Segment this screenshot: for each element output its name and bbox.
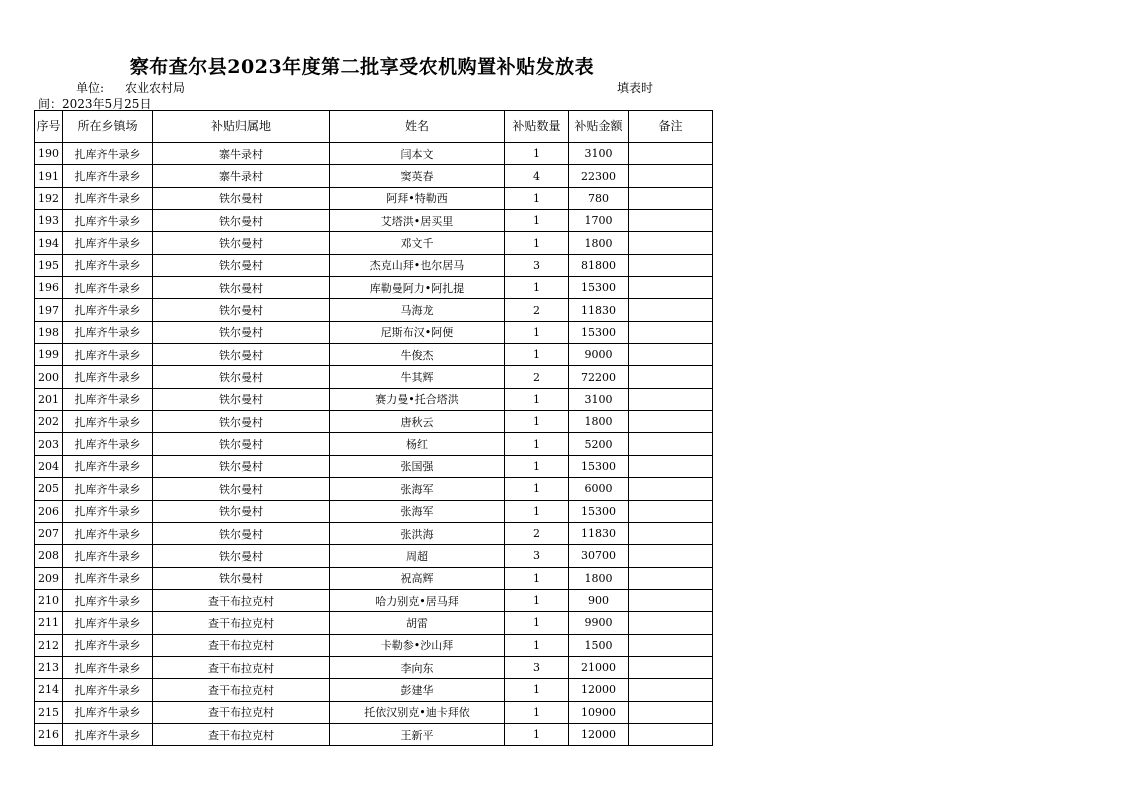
cell-amount: 21000 — [569, 656, 629, 678]
cell-remarks — [629, 433, 713, 455]
cell-township: 扎库齐牛录乡 — [63, 254, 153, 276]
cell-index: 206 — [35, 500, 63, 522]
cell-name: 窦英春 — [330, 165, 505, 187]
cell-township: 扎库齐牛录乡 — [63, 411, 153, 433]
cell-quantity: 1 — [505, 321, 569, 343]
table-row — [35, 299, 713, 321]
table-row — [35, 701, 713, 723]
cell-name: 尼斯布汉•阿便 — [330, 321, 505, 343]
cell-remarks — [629, 500, 713, 522]
table-row — [35, 567, 713, 589]
cell-quantity: 1 — [505, 701, 569, 723]
cell-village: 铁尔曼村 — [153, 388, 330, 410]
cell-township: 扎库齐牛录乡 — [63, 500, 153, 522]
cell-township: 扎库齐牛录乡 — [63, 388, 153, 410]
cell-index: 213 — [35, 656, 63, 678]
cell-amount: 22300 — [569, 165, 629, 187]
table-row — [35, 634, 713, 656]
cell-amount: 12000 — [569, 723, 629, 745]
cell-remarks — [629, 366, 713, 388]
cell-township: 扎库齐牛录乡 — [63, 187, 153, 209]
cell-name: 阿拜•特勒西 — [330, 187, 505, 209]
cell-amount: 11830 — [569, 299, 629, 321]
cell-township: 扎库齐牛录乡 — [63, 232, 153, 254]
cell-quantity: 1 — [505, 567, 569, 589]
cell-village: 铁尔曼村 — [153, 277, 330, 299]
cell-remarks — [629, 634, 713, 656]
cell-amount: 3100 — [569, 143, 629, 165]
cell-quantity: 2 — [505, 366, 569, 388]
cell-name: 张国强 — [330, 455, 505, 477]
cell-index: 209 — [35, 567, 63, 589]
header-name: 姓名 — [330, 111, 505, 143]
cell-name: 胡雷 — [330, 612, 505, 634]
cell-remarks — [629, 165, 713, 187]
cell-name: 张海军 — [330, 500, 505, 522]
table-row — [35, 165, 713, 187]
cell-name: 杨红 — [330, 433, 505, 455]
cell-amount: 15300 — [569, 321, 629, 343]
cell-remarks — [629, 277, 713, 299]
cell-amount: 10900 — [569, 701, 629, 723]
cell-name: 杰克山拜•也尔居马 — [330, 254, 505, 276]
table-row — [35, 478, 713, 500]
cell-amount: 11830 — [569, 522, 629, 544]
cell-quantity: 1 — [505, 210, 569, 232]
cell-township: 扎库齐牛录乡 — [63, 522, 153, 544]
table-header-row — [35, 111, 713, 143]
cell-remarks — [629, 679, 713, 701]
cell-name: 祝高辉 — [330, 567, 505, 589]
header-village: 补贴归属地 — [153, 111, 330, 143]
cell-township: 扎库齐牛录乡 — [63, 589, 153, 611]
cell-amount: 12000 — [569, 679, 629, 701]
cell-index: 190 — [35, 143, 63, 165]
cell-village: 铁尔曼村 — [153, 210, 330, 232]
cell-amount: 5200 — [569, 433, 629, 455]
cell-amount: 15300 — [569, 455, 629, 477]
cell-quantity: 1 — [505, 455, 569, 477]
cell-village: 铁尔曼村 — [153, 187, 330, 209]
cell-quantity: 3 — [505, 254, 569, 276]
table-row — [35, 500, 713, 522]
cell-index: 200 — [35, 366, 63, 388]
fill-time-label: 填表时 — [617, 81, 654, 95]
cell-amount: 1800 — [569, 232, 629, 254]
cell-index: 198 — [35, 321, 63, 343]
header-remarks: 备注 — [629, 111, 713, 143]
cell-village: 铁尔曼村 — [153, 366, 330, 388]
table-row — [35, 679, 713, 701]
cell-township: 扎库齐牛录乡 — [63, 723, 153, 745]
cell-remarks — [629, 656, 713, 678]
cell-village: 铁尔曼村 — [153, 254, 330, 276]
cell-amount: 3100 — [569, 388, 629, 410]
cell-amount: 6000 — [569, 478, 629, 500]
cell-village: 寨牛录村 — [153, 165, 330, 187]
table-row — [35, 656, 713, 678]
cell-name: 马海龙 — [330, 299, 505, 321]
cell-index: 214 — [35, 679, 63, 701]
table-row — [35, 411, 713, 433]
cell-remarks — [629, 567, 713, 589]
table-row — [35, 232, 713, 254]
cell-quantity: 1 — [505, 411, 569, 433]
cell-amount: 9000 — [569, 344, 629, 366]
cell-village: 查干布拉克村 — [153, 723, 330, 745]
cell-amount: 15300 — [569, 277, 629, 299]
cell-village: 铁尔曼村 — [153, 455, 330, 477]
table-body — [35, 143, 713, 746]
cell-index: 210 — [35, 589, 63, 611]
cell-quantity: 3 — [505, 545, 569, 567]
cell-amount: 30700 — [569, 545, 629, 567]
cell-township: 扎库齐牛录乡 — [63, 701, 153, 723]
cell-remarks — [629, 612, 713, 634]
cell-amount: 9900 — [569, 612, 629, 634]
cell-township: 扎库齐牛录乡 — [63, 612, 153, 634]
cell-quantity: 1 — [505, 679, 569, 701]
cell-index: 202 — [35, 411, 63, 433]
cell-village: 铁尔曼村 — [153, 411, 330, 433]
cell-index: 196 — [35, 277, 63, 299]
table-row — [35, 455, 713, 477]
table-row — [35, 612, 713, 634]
cell-village: 铁尔曼村 — [153, 478, 330, 500]
header-township: 所在乡镇场 — [63, 111, 153, 143]
cell-name: 闫本文 — [330, 143, 505, 165]
cell-village: 寨牛录村 — [153, 143, 330, 165]
cell-name: 邓文千 — [330, 232, 505, 254]
cell-township: 扎库齐牛录乡 — [63, 210, 153, 232]
cell-amount: 1700 — [569, 210, 629, 232]
cell-village: 查干布拉克村 — [153, 589, 330, 611]
cell-name: 李向东 — [330, 656, 505, 678]
table-row — [35, 254, 713, 276]
cell-index: 211 — [35, 612, 63, 634]
cell-remarks — [629, 344, 713, 366]
cell-name: 牛俊杰 — [330, 344, 505, 366]
cell-township: 扎库齐牛录乡 — [63, 478, 153, 500]
table-row — [35, 187, 713, 209]
cell-name: 艾塔洪•居买里 — [330, 210, 505, 232]
cell-name: 张洪海 — [330, 522, 505, 544]
table-row — [35, 545, 713, 567]
cell-quantity: 1 — [505, 143, 569, 165]
cell-village: 查干布拉克村 — [153, 701, 330, 723]
cell-township: 扎库齐牛录乡 — [63, 366, 153, 388]
cell-quantity: 1 — [505, 634, 569, 656]
cell-village: 查干布拉克村 — [153, 634, 330, 656]
cell-township: 扎库齐牛录乡 — [63, 455, 153, 477]
cell-village: 铁尔曼村 — [153, 433, 330, 455]
cell-name: 托依汉别克•迪卡拜依 — [330, 701, 505, 723]
cell-index: 195 — [35, 254, 63, 276]
cell-quantity: 1 — [505, 478, 569, 500]
cell-index: 204 — [35, 455, 63, 477]
cell-quantity: 3 — [505, 656, 569, 678]
cell-quantity: 1 — [505, 612, 569, 634]
cell-remarks — [629, 388, 713, 410]
cell-name: 周超 — [330, 545, 505, 567]
unit-label: 单位: — [76, 81, 105, 95]
cell-quantity: 1 — [505, 388, 569, 410]
cell-township: 扎库齐牛录乡 — [63, 321, 153, 343]
cell-remarks — [629, 589, 713, 611]
subsidy-table — [34, 110, 713, 746]
cell-village: 铁尔曼村 — [153, 500, 330, 522]
cell-village: 铁尔曼村 — [153, 344, 330, 366]
cell-remarks — [629, 143, 713, 165]
cell-index: 194 — [35, 232, 63, 254]
cell-quantity: 1 — [505, 433, 569, 455]
cell-remarks — [629, 723, 713, 745]
cell-amount: 15300 — [569, 500, 629, 522]
cell-village: 查干布拉克村 — [153, 656, 330, 678]
cell-index: 215 — [35, 701, 63, 723]
cell-remarks — [629, 411, 713, 433]
table-row — [35, 388, 713, 410]
cell-remarks — [629, 210, 713, 232]
cell-quantity: 2 — [505, 522, 569, 544]
cell-quantity: 1 — [505, 344, 569, 366]
cell-index: 216 — [35, 723, 63, 745]
cell-remarks — [629, 321, 713, 343]
table-row — [35, 522, 713, 544]
cell-quantity: 1 — [505, 500, 569, 522]
cell-township: 扎库齐牛录乡 — [63, 143, 153, 165]
cell-village: 铁尔曼村 — [153, 321, 330, 343]
cell-remarks — [629, 232, 713, 254]
cell-village: 铁尔曼村 — [153, 232, 330, 254]
cell-village: 铁尔曼村 — [153, 545, 330, 567]
cell-name: 哈力别克•居马拜 — [330, 589, 505, 611]
header-amount: 补贴金额 — [569, 111, 629, 143]
cell-index: 212 — [35, 634, 63, 656]
table-row — [35, 723, 713, 745]
cell-amount: 1500 — [569, 634, 629, 656]
table-row — [35, 277, 713, 299]
cell-village: 铁尔曼村 — [153, 522, 330, 544]
cell-name: 卡勒参•沙山拜 — [330, 634, 505, 656]
cell-township: 扎库齐牛录乡 — [63, 344, 153, 366]
cell-village: 查干布拉克村 — [153, 612, 330, 634]
cell-index: 201 — [35, 388, 63, 410]
cell-township: 扎库齐牛录乡 — [63, 679, 153, 701]
cell-township: 扎库齐牛录乡 — [63, 433, 153, 455]
cell-township: 扎库齐牛录乡 — [63, 277, 153, 299]
cell-amount: 780 — [569, 187, 629, 209]
table-row — [35, 210, 713, 232]
cell-amount: 1800 — [569, 567, 629, 589]
table-row — [35, 344, 713, 366]
cell-index: 191 — [35, 165, 63, 187]
header-quantity: 补贴数量 — [505, 111, 569, 143]
cell-quantity: 1 — [505, 277, 569, 299]
cell-index: 205 — [35, 478, 63, 500]
cell-village: 铁尔曼村 — [153, 299, 330, 321]
table-row — [35, 321, 713, 343]
cell-amount: 1800 — [569, 411, 629, 433]
cell-name: 赛力曼•托合塔洪 — [330, 388, 505, 410]
document-title: 察布查尔县2023年度第二批享受农机购置补贴发放表 — [129, 56, 595, 78]
table-row — [35, 366, 713, 388]
cell-village: 铁尔曼村 — [153, 567, 330, 589]
cell-remarks — [629, 522, 713, 544]
cell-index: 192 — [35, 187, 63, 209]
cell-index: 207 — [35, 522, 63, 544]
cell-township: 扎库齐牛录乡 — [63, 634, 153, 656]
cell-quantity: 1 — [505, 723, 569, 745]
table-row — [35, 433, 713, 455]
cell-remarks — [629, 701, 713, 723]
cell-name: 库勒曼阿力•阿扎提 — [330, 277, 505, 299]
cell-remarks — [629, 545, 713, 567]
cell-amount: 81800 — [569, 254, 629, 276]
cell-index: 193 — [35, 210, 63, 232]
cell-township: 扎库齐牛录乡 — [63, 545, 153, 567]
cell-quantity: 4 — [505, 165, 569, 187]
cell-amount: 900 — [569, 589, 629, 611]
cell-remarks — [629, 187, 713, 209]
table-row — [35, 143, 713, 165]
cell-amount: 72200 — [569, 366, 629, 388]
cell-quantity: 1 — [505, 589, 569, 611]
table-row — [35, 589, 713, 611]
cell-name: 王新平 — [330, 723, 505, 745]
cell-township: 扎库齐牛录乡 — [63, 299, 153, 321]
cell-index: 203 — [35, 433, 63, 455]
cell-quantity: 2 — [505, 299, 569, 321]
header-index: 序号 — [35, 111, 63, 143]
cell-remarks — [629, 455, 713, 477]
cell-name: 牛其辉 — [330, 366, 505, 388]
cell-name: 彭建华 — [330, 679, 505, 701]
cell-remarks — [629, 254, 713, 276]
cell-name: 唐秋云 — [330, 411, 505, 433]
cell-remarks — [629, 478, 713, 500]
cell-quantity: 1 — [505, 187, 569, 209]
cell-index: 197 — [35, 299, 63, 321]
cell-quantity: 1 — [505, 232, 569, 254]
cell-township: 扎库齐牛录乡 — [63, 165, 153, 187]
cell-village: 查干布拉克村 — [153, 679, 330, 701]
cell-index: 208 — [35, 545, 63, 567]
cell-township: 扎库齐牛录乡 — [63, 567, 153, 589]
fill-date: 间：2023年5月25日 — [38, 97, 152, 111]
cell-remarks — [629, 299, 713, 321]
cell-township: 扎库齐牛录乡 — [63, 656, 153, 678]
unit-value: 农业农村局 — [125, 81, 186, 95]
cell-index: 199 — [35, 344, 63, 366]
cell-name: 张海军 — [330, 478, 505, 500]
